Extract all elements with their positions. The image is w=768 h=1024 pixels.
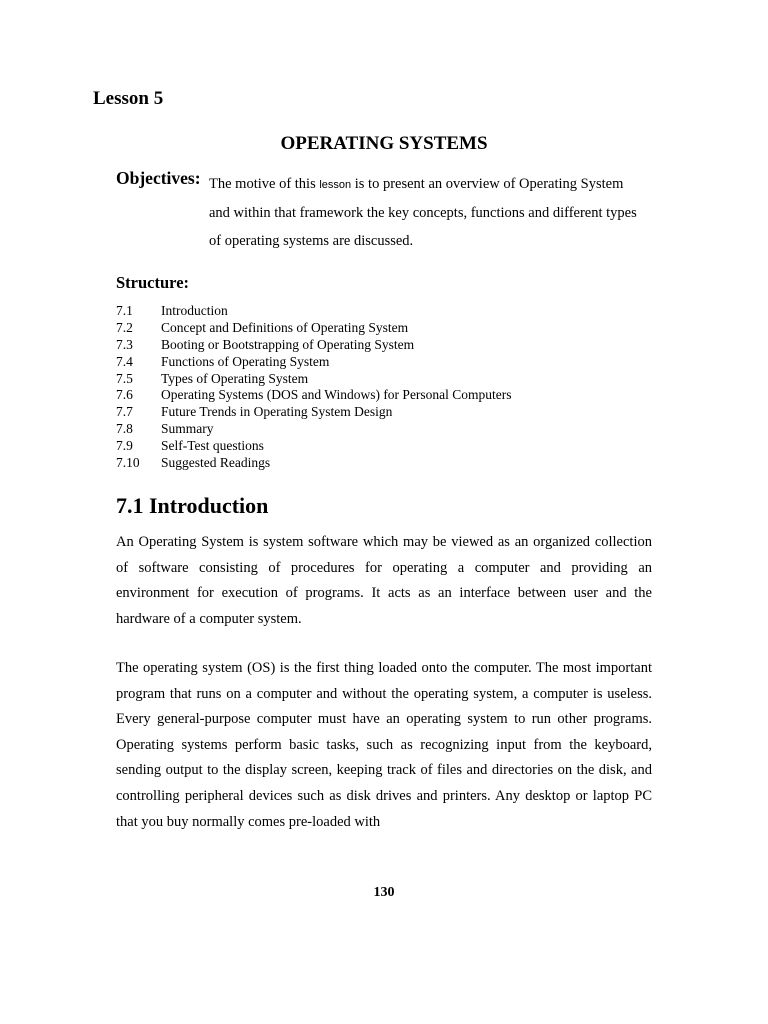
- structure-item-number: 7.10: [116, 455, 140, 471]
- structure-item-label: Introduction: [161, 303, 228, 318]
- structure-item-number: 7.2: [116, 319, 133, 335]
- structure-item-number: 7.4: [116, 353, 133, 369]
- structure-item: [116, 404, 676, 421]
- objectives-small-word: lesson: [319, 179, 352, 191]
- structure-item: [116, 455, 676, 472]
- objectives-text-after: is to present an overview of Operating System and within that framework the key concepts, functions and different types of operating systems are discussed.: [209, 176, 637, 249]
- structure-list: [116, 303, 676, 472]
- structure-item-number: 7.6: [116, 387, 133, 403]
- structure-item-label: Summary: [161, 421, 214, 437]
- structure-item-label: Future Trends in Operating System Design: [161, 404, 393, 420]
- page-number: 130: [373, 885, 395, 900]
- structure-item-label: Booting or Bootstrapping of Operating System: [161, 336, 415, 352]
- lesson-label: Lesson 5: [93, 88, 164, 109]
- structure-item: [116, 438, 676, 455]
- structure-item: [116, 337, 676, 354]
- structure-item-number: 7.3: [116, 336, 133, 352]
- structure-item: [116, 387, 676, 404]
- page-title: OPERATING SYSTEMS: [280, 133, 488, 154]
- structure-item: [116, 371, 676, 388]
- structure-item-number: 7.9: [116, 438, 133, 454]
- structure-item-label: Functions of Operating System: [161, 353, 330, 369]
- objectives-text: [209, 170, 639, 255]
- body-paragraph: The operating system (OS) is the first thing loaded onto the computer. The most important program that runs on a computer and without the operating system, a computer is useless. Every general-purpose computer must have an operating system to run other programs. Operating systems perform basic tasks, such as recognizing input from the keyboard, sending output to the display screen, keeping track of files and directories on the disk, and controlling peripheral devices such as disk drives and printers. Any desktop or laptop PC that you buy normally comes pre-loaded with: [116, 660, 652, 830]
- structure-item-number: 7.5: [116, 370, 133, 386]
- structure-heading: Structure:: [116, 273, 190, 292]
- structure-item: [116, 320, 676, 337]
- structure-item-label: Operating Systems (DOS and Windows) for Personal Computers: [161, 387, 512, 403]
- structure-item: [116, 354, 676, 371]
- structure-item: [116, 421, 676, 438]
- structure-item-number: 7.8: [116, 421, 133, 437]
- structure-item-label: Suggested Readings: [161, 455, 271, 471]
- structure-item-label: Concept and Definitions of Operating System: [161, 319, 409, 335]
- objectives-text-before: The motive of this: [209, 176, 316, 192]
- structure-item-label: Types of Operating System: [161, 370, 309, 386]
- section-heading: 7.1 Introduction: [116, 493, 269, 518]
- body-paragraph: An Operating System is system software which may be viewed as an organized collection of software consisting of procedures for operating a computer and providing an environment for execution of programs. It acts as an interface between user and the hardware of a computer system.: [116, 534, 652, 627]
- structure-item-number: 7.1: [116, 303, 133, 318]
- structure-item-number: 7.7: [116, 404, 133, 420]
- objectives-label: Objectives:: [116, 168, 201, 188]
- structure-item: [116, 303, 676, 320]
- structure-item-label: Self-Test questions: [161, 438, 264, 454]
